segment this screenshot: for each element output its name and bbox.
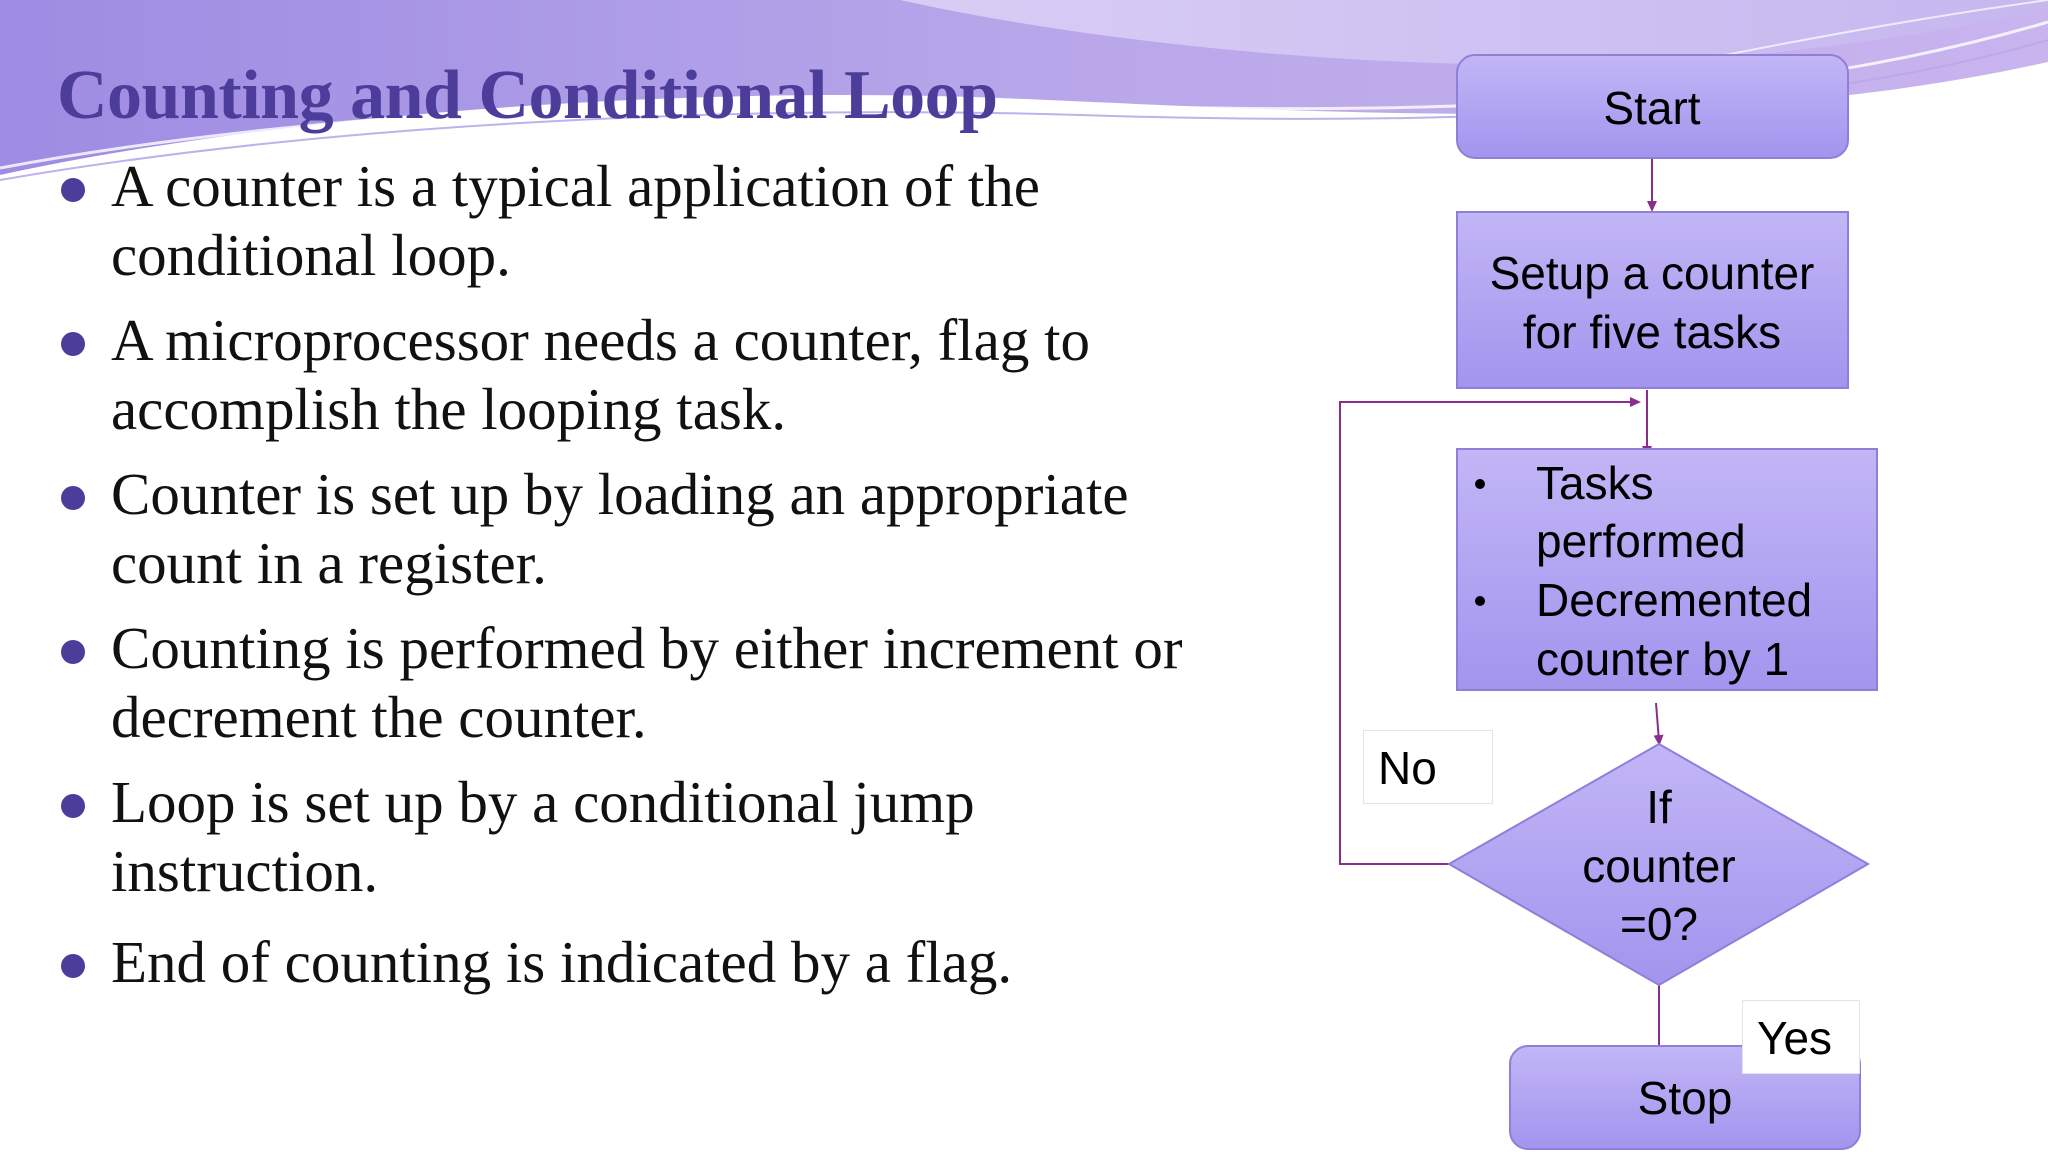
bullet-text: Counting is performed by either increment or decrement the counter.	[111, 615, 1183, 750]
stop-label: Stop	[1637, 1072, 1733, 1124]
decision-label-line3: =0?	[1619, 898, 1699, 950]
bullet-text: A counter is a typical application of the conditional loop.	[111, 153, 1040, 288]
task-bullet-icon	[1475, 596, 1485, 606]
bullet-text: A microprocessor needs a counter, flag to accomplish the looping task.	[111, 307, 1091, 442]
bullet-text: End of counting is indicated by a flag.	[111, 929, 1013, 995]
setup-label-line1: Setup a counter	[1489, 247, 1815, 299]
yes-label: Yes	[1742, 1000, 1860, 1074]
start-label: Start	[1603, 82, 1701, 134]
decision-label-line2: counter	[1582, 840, 1736, 892]
task-item2-line2: counter by 1	[1536, 633, 1790, 685]
setup-label-line2: for five tasks	[1522, 306, 1782, 358]
task-item1-line2: performed	[1536, 515, 1746, 567]
bullet-text: Counter is set up by loading an appropriate count in a register.	[111, 461, 1129, 596]
no-label: No	[1363, 730, 1493, 804]
task-bullet-icon	[1475, 479, 1485, 489]
slide-title: Counting and Conditional Loop	[57, 57, 998, 134]
task-item2-line1: Decremented	[1536, 574, 1813, 626]
decision-label-line1: If	[1646, 781, 1672, 833]
arrow-tasks-to-decision	[1656, 703, 1659, 741]
task-item1-line1: Tasks	[1536, 457, 1654, 509]
bullet-text: Loop is set up by a conditional jump instruction.	[111, 769, 975, 904]
setup-box	[1457, 212, 1848, 388]
